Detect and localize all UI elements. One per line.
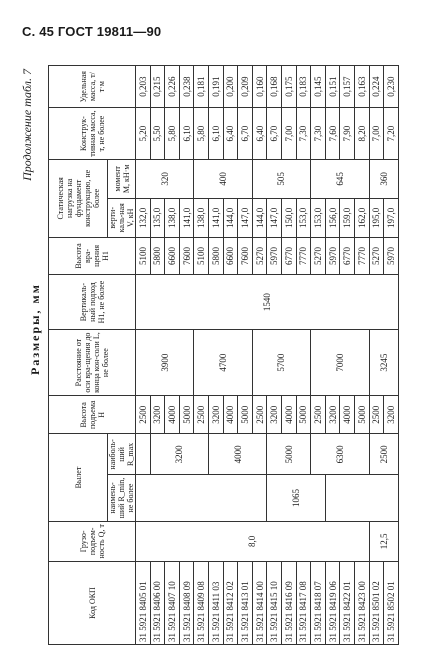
- cell-hook-height: 4000: [340, 396, 355, 434]
- cell-code: 31 5921 8407 10: [165, 562, 180, 645]
- col-vertical-approach: Вертикаль-ный подход H1, не более: [49, 275, 136, 330]
- cell-specific-mass: 0,238: [179, 66, 194, 108]
- merged-mom: 400: [194, 159, 252, 198]
- cell-hook-height: 2500: [311, 396, 326, 434]
- cell-specific-mass: 0,160: [252, 66, 267, 108]
- col-vertical-force: верти-каль-ная V, кН: [108, 198, 136, 237]
- cell-specific-mass: 0,175: [281, 66, 296, 108]
- cell-rotation-height: 7770: [296, 237, 311, 274]
- cell-mass: 7,60: [325, 108, 340, 160]
- cell-rotation-height: 5800: [150, 237, 165, 274]
- cell-rotation-height: 7770: [354, 237, 369, 274]
- cell-mass: 5,80: [165, 108, 180, 160]
- cell-rotation-height: 5970: [267, 237, 282, 274]
- cell-code: 31 5921 8408 09: [179, 562, 194, 645]
- merged-load: 12,5: [369, 521, 398, 561]
- specifications-table: [48, 65, 399, 645]
- cell-mass: 7,00: [369, 108, 384, 160]
- cell-mass: 5,50: [150, 108, 165, 160]
- cell-mass: 7,90: [340, 108, 355, 160]
- col-static-load: Статическая нагрузка на фундамент конструкцию, не более: [49, 159, 108, 237]
- cell-vertical-force: 144,0: [223, 198, 238, 237]
- cell-specific-mass: 0,151: [325, 66, 340, 108]
- cell-hook-height: 5000: [238, 396, 253, 434]
- cell-specific-mass: 0,215: [150, 66, 165, 108]
- merged-mom: 505: [252, 159, 310, 198]
- cell-hook-height: 3200: [150, 396, 165, 434]
- cell-mass: 8,20: [354, 108, 369, 160]
- merged-mom: 360: [369, 159, 398, 198]
- cell-vertical-force: 144,0: [252, 198, 267, 237]
- cell-hook-height: 5000: [296, 396, 311, 434]
- cell-hook-height: 2500: [136, 396, 151, 434]
- cell-vertical-force: 195,0: [369, 198, 384, 237]
- cell-rotation-height: 5970: [384, 237, 399, 274]
- merged-mom: 320: [136, 159, 194, 198]
- cell-rotation-height: 5970: [325, 237, 340, 274]
- cell-code: 31 5921 8412 02: [223, 562, 238, 645]
- cell-vertical-force: 162,0: [354, 198, 369, 237]
- merged-rmin: 1065: [267, 475, 325, 521]
- cell-code: 31 5921 8419 06: [325, 562, 340, 645]
- cell-code: 31 5921 8418 07: [311, 562, 326, 645]
- cell-hook-height: 3200: [208, 396, 223, 434]
- cell-specific-mass: 0,157: [340, 66, 355, 108]
- cell-hook-height: 5000: [179, 396, 194, 434]
- merged-rmax: 3200: [150, 434, 208, 475]
- cell-mass: 5,80: [194, 108, 209, 160]
- cell-code: 31 5921 8423 00: [354, 562, 369, 645]
- cell-rotation-height: 5100: [194, 237, 209, 274]
- table-row: [136, 66, 151, 645]
- cell-mass: 6,40: [223, 108, 238, 160]
- merged-dist: 7000: [311, 330, 369, 396]
- cell-vertical-force: 138,0: [165, 198, 180, 237]
- cell-mass: 7,30: [296, 108, 311, 160]
- cell-hook-height: 4000: [165, 396, 180, 434]
- col-moment: момент M, кН·м: [108, 159, 136, 198]
- cell-code: 31 5921 8422 01: [340, 562, 355, 645]
- merged-rmin: [325, 475, 398, 521]
- cell-mass: 7,00: [281, 108, 296, 160]
- cell-vertical-force: 135,0: [150, 198, 165, 237]
- cell-hook-height: 2500: [194, 396, 209, 434]
- col-reach-max: наиболь-ший R_max: [108, 434, 136, 475]
- cell-vertical-force: 138,0: [194, 198, 209, 237]
- merged-rmin: [136, 475, 267, 521]
- table-continuation-caption: Продолжение табл. 7: [20, 69, 34, 181]
- cell-mass: 5,20: [136, 108, 151, 160]
- cell-rotation-height: 7600: [238, 237, 253, 274]
- cell-hook-height: 2500: [252, 396, 267, 434]
- cell-vertical-force: 147,0: [267, 198, 282, 237]
- col-reach: Вылет: [49, 434, 108, 521]
- cell-code: 31 5921 8406 00: [150, 562, 165, 645]
- merged-rmax: 4000: [208, 434, 266, 475]
- merged-load: 8,0: [136, 521, 370, 561]
- col-rotation-height: Высота вра-щения H1: [49, 237, 136, 274]
- col-reach-min: наимень-ший R_min, не более: [108, 475, 136, 521]
- rotated-table-page: [22, 65, 422, 645]
- cell-rotation-height: 6770: [281, 237, 296, 274]
- cell-specific-mass: 0,191: [208, 66, 223, 108]
- col-distance: Расстояние от оси вра-щения до конца кон-соли L, не более: [49, 330, 136, 396]
- merged-rmax: 2500: [369, 434, 398, 475]
- merged-dist: 3900: [136, 330, 194, 396]
- page-header: С. 45 ГОСТ 19811—90: [22, 24, 162, 39]
- cell-rotation-height: 5270: [369, 237, 384, 274]
- merged-rmax: 6300: [311, 434, 369, 475]
- cell-mass: 6,70: [238, 108, 253, 160]
- cell-vertical-force: 156,0: [325, 198, 340, 237]
- merged-dist: 5700: [252, 330, 310, 396]
- cell-rotation-height: 6600: [223, 237, 238, 274]
- cell-vertical-force: 141,0: [208, 198, 223, 237]
- cell-code: 31 5921 8405 01: [136, 562, 151, 645]
- cell-mass: 6,10: [179, 108, 194, 160]
- table-row: [369, 66, 384, 645]
- merged-vert: 1540: [136, 275, 399, 330]
- cell-rotation-height: 5100: [136, 237, 151, 274]
- cell-specific-mass: 0,181: [194, 66, 209, 108]
- cell-mass: 7,30: [311, 108, 326, 160]
- col-code: Код ОКП: [49, 562, 136, 645]
- cell-vertical-force: 147,0: [238, 198, 253, 237]
- col-load: Грузо-подъем-ность Q, т: [49, 521, 136, 561]
- cell-rotation-height: 7600: [179, 237, 194, 274]
- cell-rotation-height: 6770: [340, 237, 355, 274]
- dimensions-caption: Размеры, мм: [28, 283, 42, 375]
- merged-mom: 645: [311, 159, 369, 198]
- cell-mass: 6,70: [267, 108, 282, 160]
- col-mass: Конструк-тивная масса, т, не более: [49, 108, 136, 160]
- cell-specific-mass: 0,226: [165, 66, 180, 108]
- cell-mass: 6,10: [208, 108, 223, 160]
- cell-hook-height: 3200: [267, 396, 282, 434]
- cell-vertical-force: 197,0: [384, 198, 399, 237]
- cell-rotation-height: 6600: [165, 237, 180, 274]
- merged-rmax: [136, 434, 151, 475]
- cell-vertical-force: 150,0: [281, 198, 296, 237]
- cell-hook-height: 3200: [384, 396, 399, 434]
- cell-specific-mass: 0,224: [369, 66, 384, 108]
- cell-mass: 7,20: [384, 108, 399, 160]
- cell-mass: 6,40: [252, 108, 267, 160]
- cell-code: 31 5921 8411 03: [208, 562, 223, 645]
- cell-hook-height: 4000: [223, 396, 238, 434]
- cell-hook-height: 2500: [369, 396, 384, 434]
- cell-code: 31 5921 8409 08: [194, 562, 209, 645]
- col-specific-mass: Удельная масса, т/т·м: [49, 66, 136, 108]
- cell-code: 31 5921 8501 02: [369, 562, 384, 645]
- cell-vertical-force: 153,0: [311, 198, 326, 237]
- cell-vertical-force: 132,0: [136, 198, 151, 237]
- merged-dist: 4700: [194, 330, 252, 396]
- cell-code: 31 5921 8417 08: [296, 562, 311, 645]
- cell-rotation-height: 5270: [252, 237, 267, 274]
- cell-hook-height: 5000: [354, 396, 369, 434]
- cell-specific-mass: 0,163: [354, 66, 369, 108]
- cell-vertical-force: 141,0: [179, 198, 194, 237]
- cell-code: 31 5921 8415 10: [267, 562, 282, 645]
- cell-specific-mass: 0,145: [311, 66, 326, 108]
- cell-code: 31 5921 8413 01: [238, 562, 253, 645]
- cell-specific-mass: 0,168: [267, 66, 282, 108]
- cell-rotation-height: 5270: [311, 237, 326, 274]
- col-hook-height: Высота подъема H: [49, 396, 136, 434]
- cell-rotation-height: 5800: [208, 237, 223, 274]
- cell-hook-height: 3200: [325, 396, 340, 434]
- cell-specific-mass: 0,200: [223, 66, 238, 108]
- cell-vertical-force: 153,0: [296, 198, 311, 237]
- cell-code: 31 5921 8416 09: [281, 562, 296, 645]
- merged-dist: 3245: [369, 330, 398, 396]
- cell-code: 31 5921 8502 01: [384, 562, 399, 645]
- cell-hook-height: 4000: [281, 396, 296, 434]
- cell-vertical-force: 159,0: [340, 198, 355, 237]
- merged-rmax: 5000: [267, 434, 311, 475]
- cell-code: 31 5921 8414 00: [252, 562, 267, 645]
- cell-specific-mass: 0,230: [384, 66, 399, 108]
- cell-specific-mass: 0,209: [238, 66, 253, 108]
- cell-specific-mass: 0,203: [136, 66, 151, 108]
- cell-specific-mass: 0,183: [296, 66, 311, 108]
